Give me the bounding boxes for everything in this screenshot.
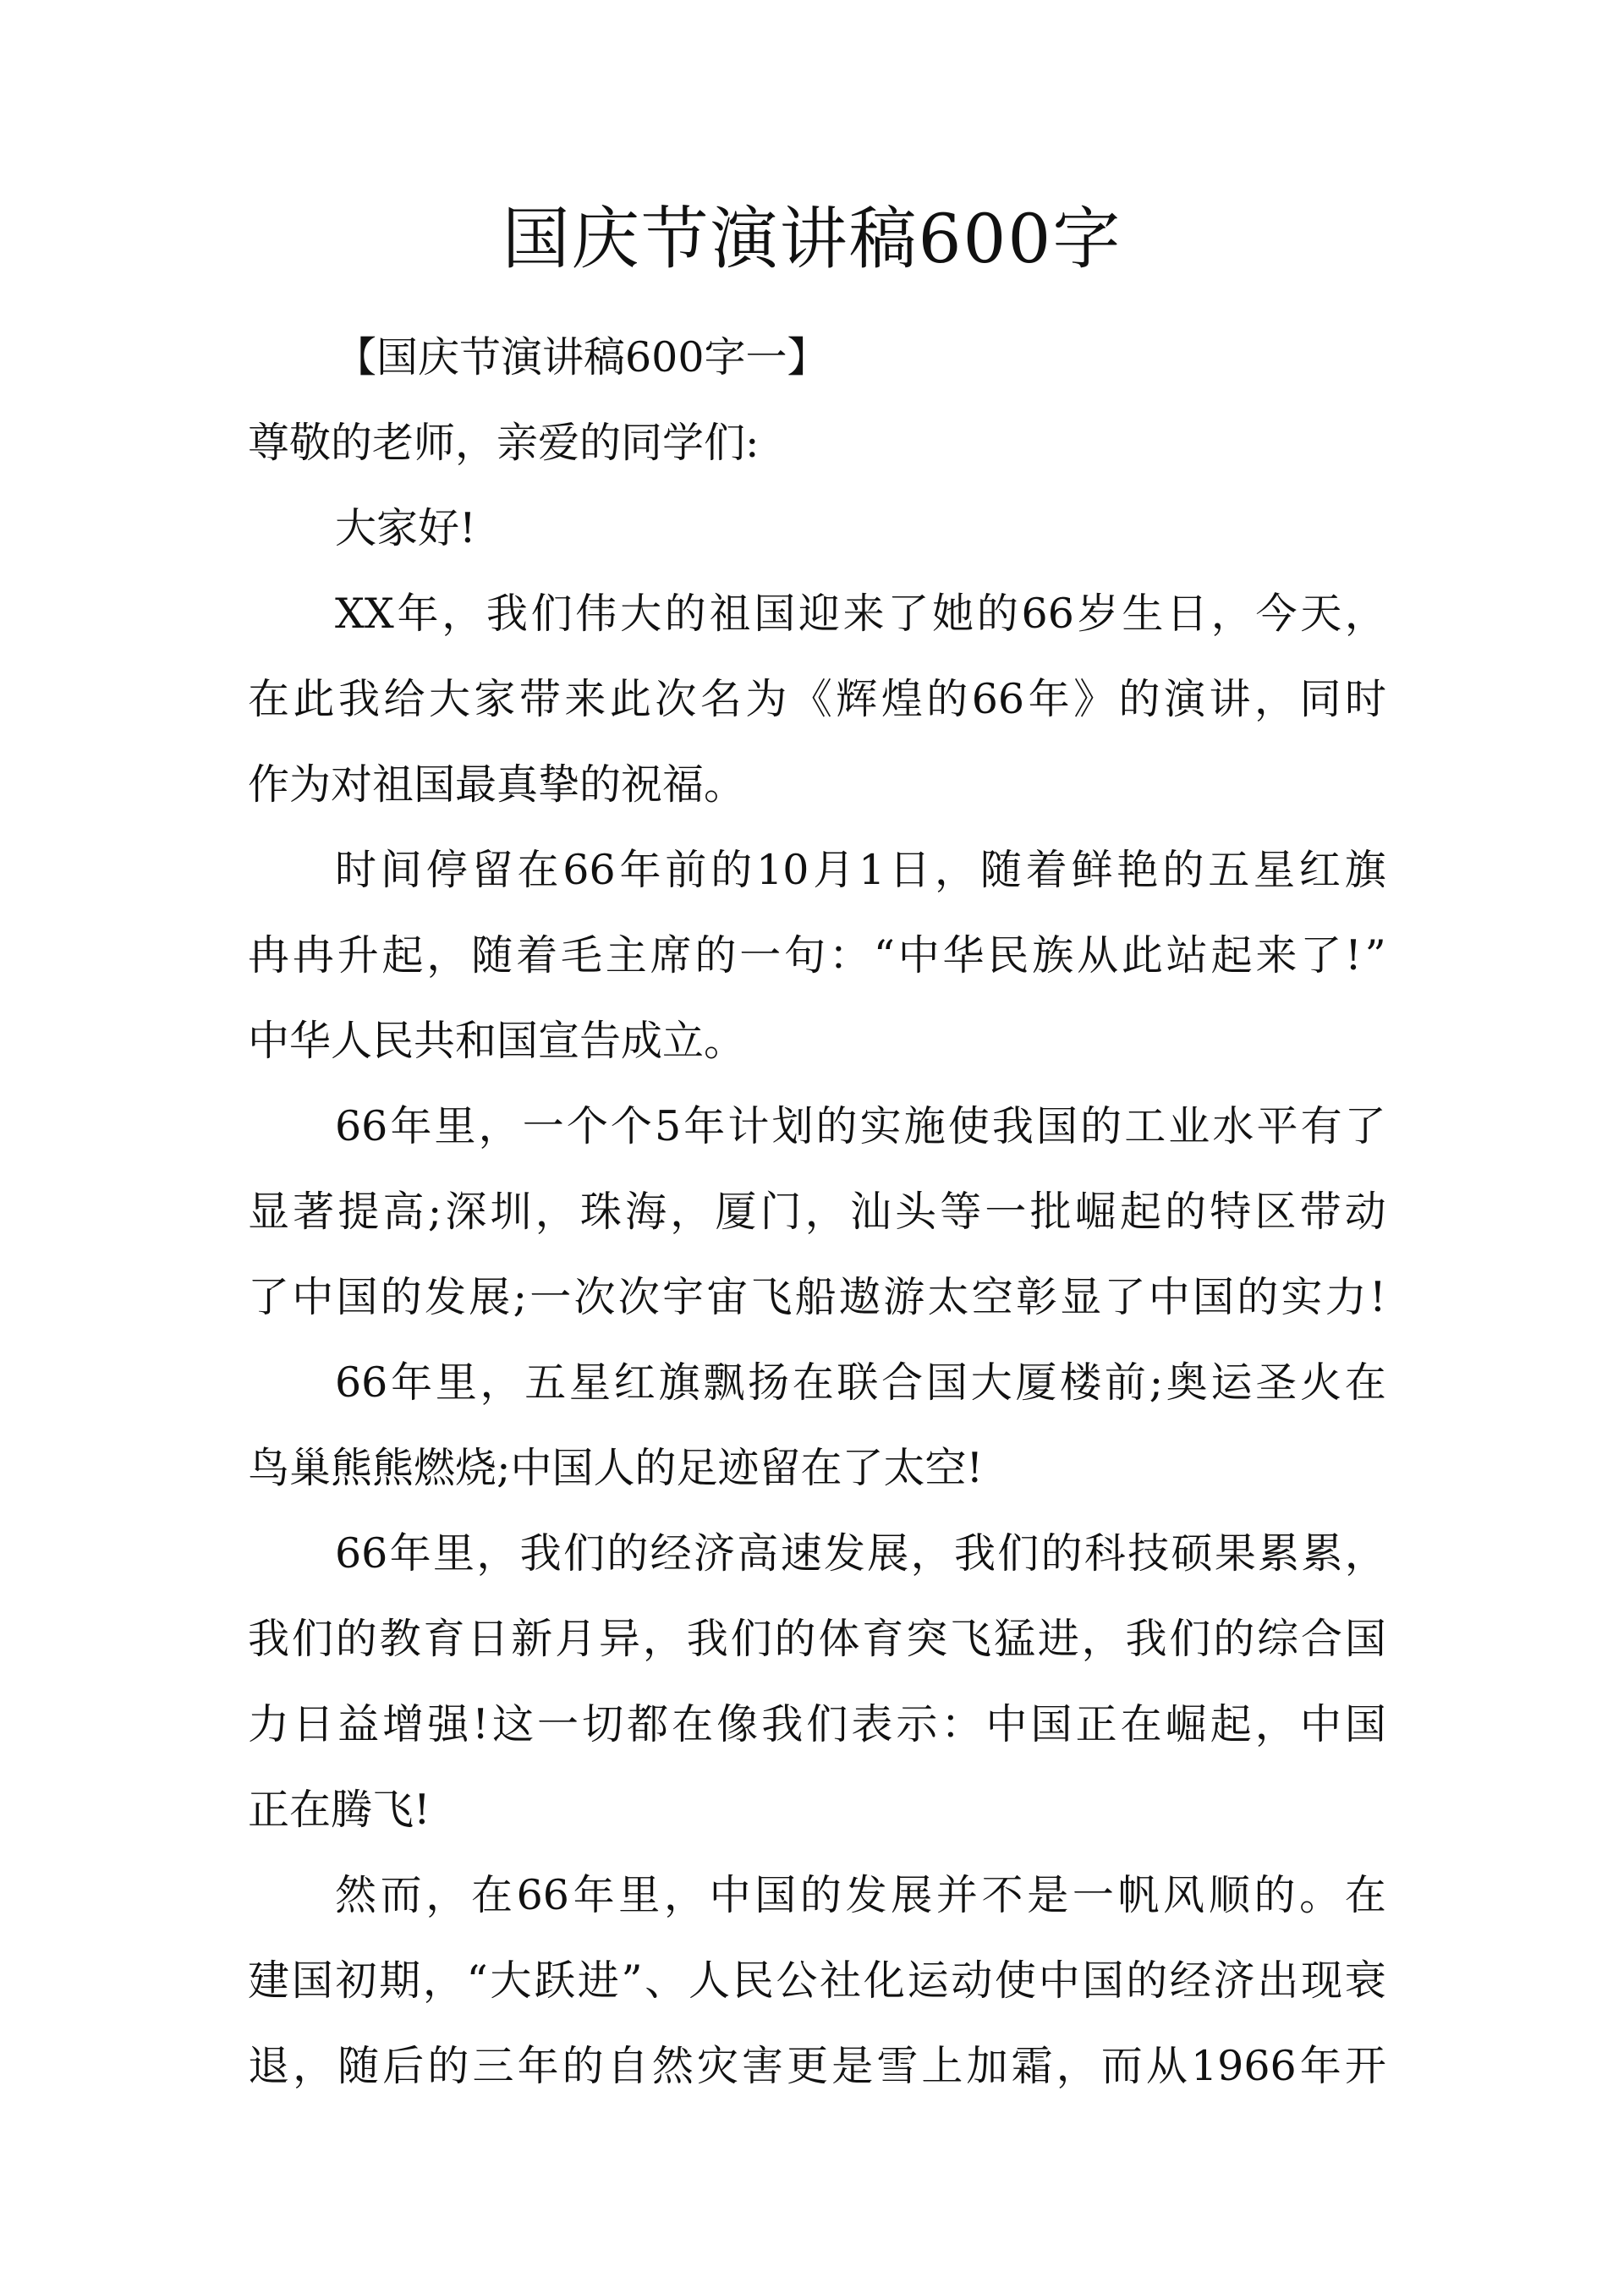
- text-line: 建 国 初 期 ， “ 大 跃 进 ” 、 人 民 公 社 化 运 动 使 中 国 的 经 济 出 现 衰: [248, 1956, 1386, 2005]
- text-line: 中华人民共和国宣告成立。: [248, 1017, 746, 1065]
- text-line: 显 著 提 高 ; 深 圳 ， 珠 海 ， 厦 门 ， 汕 头 等 一 批 崛 起 的 特 区 带 动: [248, 1188, 1386, 1236]
- text-line: 【国庆节演讲稿600字一】: [335, 333, 829, 381]
- text-line: 然 而 ， 在 66 年 里 ， 中 国 的 发 展 并 不 是 一 帆 风 顺 的 。 在: [335, 1871, 1386, 1919]
- text-line: 力 日 益 增 强 ! 这 一 切 都 在 像 我 们 表 示 ： 中 国 正 在 崛 起 ， 中 国: [248, 1700, 1386, 1748]
- text-line: 在 此 我 给 大 家 带 来 此 次 名 为 《 辉 煌 的 66 年 》 的 演 讲 ， 同 时: [248, 675, 1386, 723]
- text-line: 冉 冉 升 起 ， 随 着 毛 主 席 的 一 句 ： “ 中 华 民 族 从 此 站 起 来 了 ! ”: [248, 931, 1386, 980]
- text-line: 66 年 里 ， 五 星 红 旗 飘 扬 在 联 合 国 大 厦 楼 前 ; 奥 运 圣 火 在: [335, 1358, 1386, 1407]
- text-line: 66 年 里 ， 一 个 个 5 年 计 划 的 实 施 使 我 国 的 工 业 水 平 有 了: [335, 1102, 1386, 1150]
- text-line: 鸟巢熊熊燃烧;中国人的足迹留在了太空!: [248, 1444, 984, 1492]
- text-line: 作为对祖国最真挚的祝福。: [248, 760, 746, 809]
- text-line: XX 年 ， 我 们 伟 大 的 祖 国 迎 来 了 她 的 66 岁 生 日 ， 今 天 ，: [335, 590, 1386, 638]
- document-body: [248, 315, 1386, 2109]
- text-line: 正在腾飞!: [248, 1786, 431, 1834]
- text-line: 尊敬的老师，亲爱的同学们:: [248, 419, 760, 467]
- text-line: 退 ， 随 后 的 三 年 的 自 然 灾 害 更 是 雪 上 加 霜 ， 而 从 1966 年 开: [248, 2042, 1386, 2090]
- document-title: 国庆节演讲稿600字: [502, 200, 1122, 278]
- text-line: 66 年 里 ， 我 们 的 经 济 高 速 发 展 ， 我 们 的 科 技 硕 果 累 累 ，: [335, 1529, 1386, 1578]
- text-line: 时 间 停 留 在 66 年 前 的 10 月 1 日 ， 随 着 鲜 艳 的 五 星 红 旗: [335, 846, 1386, 894]
- text-line: 大家好!: [335, 504, 476, 552]
- text-line: 我 们 的 教 育 日 新 月 异 ， 我 们 的 体 育 突 飞 猛 进 ， 我 们 的 综 合 国: [248, 1615, 1386, 1663]
- text-line: 了 中 国 的 发 展 ; 一 次 次 宇 宙 飞 船 遨 游 太 空 彰 显 了 中 国 的 实 力 !: [248, 1273, 1386, 1321]
